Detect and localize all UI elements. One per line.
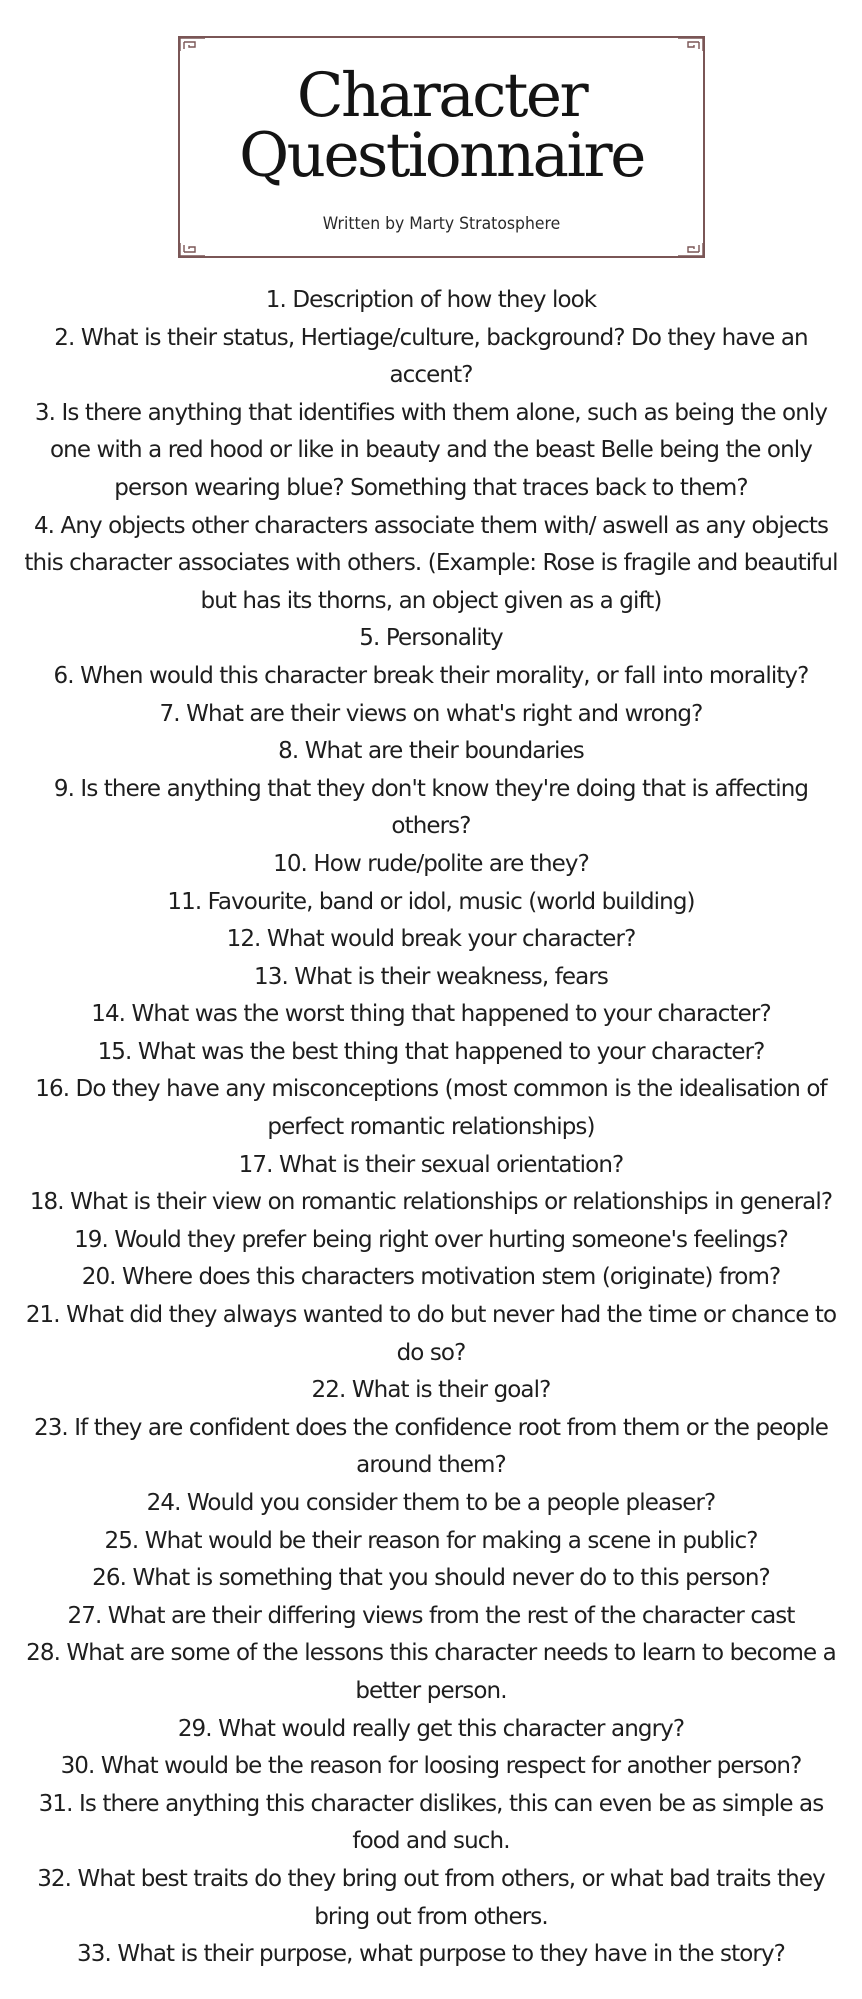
question-item: 5. Personality xyxy=(359,625,503,652)
question-item: 15. What was the best thing that happened to your character? xyxy=(97,1038,765,1065)
title-line-1: Character xyxy=(296,60,587,131)
title-line-2: Questionnaire xyxy=(239,120,644,191)
byline: Written by Marty Stratosphere xyxy=(322,214,561,234)
title-frame xyxy=(178,36,705,258)
question-item: 28. What are some of the lessons this character needs to learn to become a better person. xyxy=(26,1640,836,1704)
question-item: 9. Is there anything that they don't know they're doing that is affecting others? xyxy=(53,775,809,840)
question-item: 12. What would break your character? xyxy=(226,926,636,953)
question-item: 2. What is their status, Hertiage/culture, background? Do they have an accent? xyxy=(54,324,808,389)
question-item: 32. What best traits do they bring out from others, or what bad traits they bring out from others. xyxy=(37,1865,825,1930)
question-item: 10. How rude/polite are they? xyxy=(273,850,589,877)
question-item: 13. What is their weakness, fears xyxy=(254,963,608,990)
question-item: 4. Any objects other characters associate them with/ aswell as any objects this character associates with others. (Example: Rose is fragile and beautiful but has its thorns, an object given as a gift) xyxy=(24,512,838,614)
question-item: 22. What is their goal? xyxy=(311,1377,551,1404)
question-item: 1. Description of how they look xyxy=(265,287,597,313)
question-item: 27. What are their differing views from the rest of the character cast xyxy=(67,1602,795,1629)
question-item: 7. What are their views on what's right and wrong? xyxy=(159,700,703,727)
question-item: 23. If they are confident does the confidence root from them or the people around them? xyxy=(33,1414,829,1479)
question-item: 29. What would really get this character angry? xyxy=(177,1715,685,1742)
question-item: 25. What would be their reason for making a scene in public? xyxy=(104,1527,758,1554)
question-item: 33. What is their purpose, what purpose to they have in the story? xyxy=(77,1941,785,1968)
question-item: 17. What is their sexual orientation? xyxy=(238,1151,624,1178)
question-item: 26. What is something that you should never do to this person? xyxy=(92,1565,770,1592)
question-item: 19. Would they prefer being right over hurting someone's feelings? xyxy=(74,1226,788,1253)
question-item: 20. Where does this characters motivation stem (originate) from? xyxy=(81,1264,781,1291)
question-item: 24. Would you consider them to be a people pleaser? xyxy=(146,1490,716,1516)
question-item: 3. Is there anything that identifies with them alone, such as being the only one with a red hood or like in beauty and the beast Belle being the only person wearing blue? Something that traces back to them? xyxy=(34,399,828,501)
ornament-corner-top-left xyxy=(179,37,207,53)
question-item: 11. Favourite, band or idol, music (world building) xyxy=(167,888,695,915)
question-item: 18. What is their view on romantic relationships or relationships in general? xyxy=(29,1189,833,1216)
question-item: 21. What did they always wanted to do but never had the time or chance to do so? xyxy=(25,1302,837,1366)
ornament-corner-top-right xyxy=(676,37,704,53)
page-title xyxy=(180,60,703,191)
question-list xyxy=(18,282,844,1974)
question-item: 14. What was the worst thing that happened to your character? xyxy=(91,1001,771,1028)
ornament-corner-bottom-left xyxy=(179,241,207,257)
question-item: 16. Do they have any misconceptions (most common is the idealisation of perfect romantic relationships) xyxy=(35,1076,827,1141)
question-item: 31. Is there anything this character dislikes, this can even be as simple as food and such. xyxy=(38,1790,824,1855)
question-item: 30. What would be the reason for loosing respect for another person? xyxy=(60,1753,802,1780)
ornament-corner-bottom-right xyxy=(676,241,704,257)
question-item: 8. What are their boundaries xyxy=(278,738,584,765)
question-item: 6. When would this character break their morality, or fall into morality? xyxy=(53,662,809,689)
